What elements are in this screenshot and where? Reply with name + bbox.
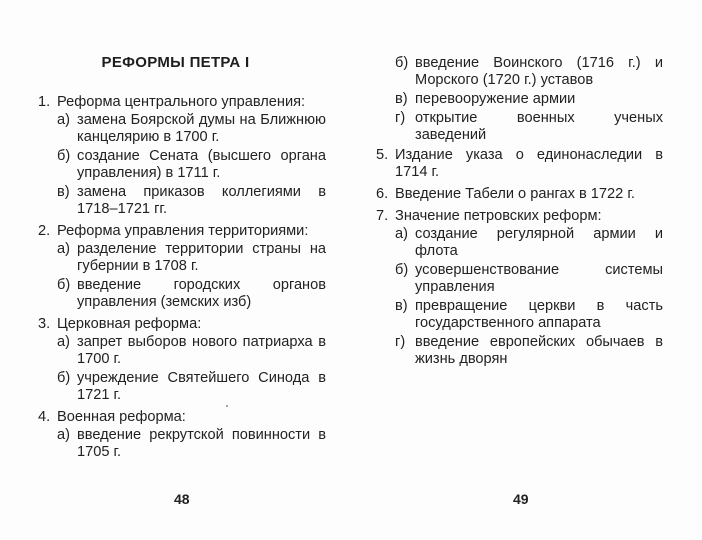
- sub-item: [395, 298, 663, 332]
- sub-text: замена Боярской думы на Ближнюю канцелярию в 1700 г.: [77, 112, 326, 145]
- page-number: 49: [513, 491, 529, 507]
- sub-item: [57, 241, 326, 275]
- item-number: 3.: [38, 316, 51, 332]
- sub-text: усовершенствование системы управления: [415, 262, 663, 295]
- sub-item: [57, 184, 326, 218]
- item-text: Значение петровских реформ:: [395, 208, 602, 224]
- item-text: Реформа управления территориями:: [57, 223, 309, 239]
- sub-letter: а): [57, 334, 70, 350]
- sub-item: [395, 226, 663, 260]
- sub-letter: а): [57, 241, 70, 257]
- item-number: 2.: [38, 223, 51, 239]
- page-title: РЕФОРМЫ ПЕТРА I: [101, 54, 250, 71]
- sub-letter: б): [57, 370, 71, 386]
- sub-text: открытие военных ученых заведений: [415, 110, 663, 143]
- list-item: [38, 223, 326, 311]
- item-text: Реформа центрального управления:: [57, 94, 306, 110]
- sub-item: [395, 91, 663, 108]
- sub-text: замена приказов коллегиями в 1718–1721 гг.: [77, 184, 326, 217]
- sub-text: введение рекрутской повинности в 1705 г.: [77, 427, 326, 460]
- sub-text: перевооружение армии: [415, 91, 576, 107]
- list-item: [38, 94, 326, 218]
- print-speck: [226, 405, 228, 407]
- sub-text: создание регулярной армии и флота: [415, 226, 663, 259]
- sub-text: превращение церкви в часть государственного аппарата: [415, 298, 663, 331]
- sub-item: [57, 427, 326, 461]
- item-number: 5.: [376, 147, 389, 163]
- item-number: 4.: [38, 409, 51, 425]
- sub-letter: б): [57, 148, 71, 164]
- sub-text: создание Сената (высшего органа управления) в 1711 г.: [77, 148, 326, 181]
- item-number: 1.: [38, 94, 51, 110]
- right-page: [351, 0, 702, 540]
- sub-item: [57, 112, 326, 146]
- sub-letter: б): [57, 277, 71, 293]
- item-text: Военная реформа:: [57, 409, 186, 425]
- sub-letter: б): [395, 262, 409, 278]
- reform-list-right: [376, 55, 663, 373]
- list-item: [38, 316, 326, 404]
- list-item: [376, 208, 663, 368]
- sub-item: [57, 334, 326, 368]
- list-item: [376, 186, 663, 203]
- sub-letter: в): [395, 91, 408, 107]
- sub-item: [57, 370, 326, 404]
- list-item: [376, 147, 663, 181]
- sub-item: [395, 55, 663, 89]
- sub-letter: а): [57, 427, 70, 443]
- item-text: Издание указа о единонаследии в 1714 г.: [395, 147, 663, 180]
- page-number: 48: [174, 491, 190, 507]
- reform-list-left: [38, 94, 326, 466]
- sub-letter: г): [395, 110, 406, 126]
- sub-letter: в): [395, 298, 408, 314]
- sub-letter: в): [57, 184, 70, 200]
- sub-letter: а): [395, 226, 408, 242]
- sub-item: [395, 262, 663, 296]
- sub-item: [57, 148, 326, 182]
- sub-letter: г): [395, 334, 406, 350]
- item-text: Введение Табели о рангах в 1722 г.: [395, 186, 635, 202]
- sub-text: введение городских органов управления (земских изб): [77, 277, 326, 310]
- sub-text: учреждение Святейшего Синода в 1721 г.: [77, 370, 326, 403]
- item-number: 6.: [376, 186, 389, 202]
- sub-text: введение европейских обычаев в жизнь дворян: [415, 334, 663, 367]
- sub-text: введение Воинского (1716 г.) и Морского (1720 г.) уставов: [415, 55, 663, 88]
- sub-text: разделение территории страны на губернии в 1708 г.: [77, 241, 326, 274]
- item-number: 7.: [376, 208, 389, 224]
- sub-text: запрет выборов нового патриарха в 1700 г.: [77, 334, 326, 367]
- list-item: [38, 409, 326, 461]
- sub-letter: б): [395, 55, 409, 71]
- sub-item: [57, 277, 326, 311]
- sub-item: [395, 110, 663, 144]
- sub-letter: а): [57, 112, 70, 128]
- continued-list: [376, 55, 663, 144]
- sub-item: [395, 334, 663, 368]
- item-text: Церковная реформа:: [57, 316, 202, 332]
